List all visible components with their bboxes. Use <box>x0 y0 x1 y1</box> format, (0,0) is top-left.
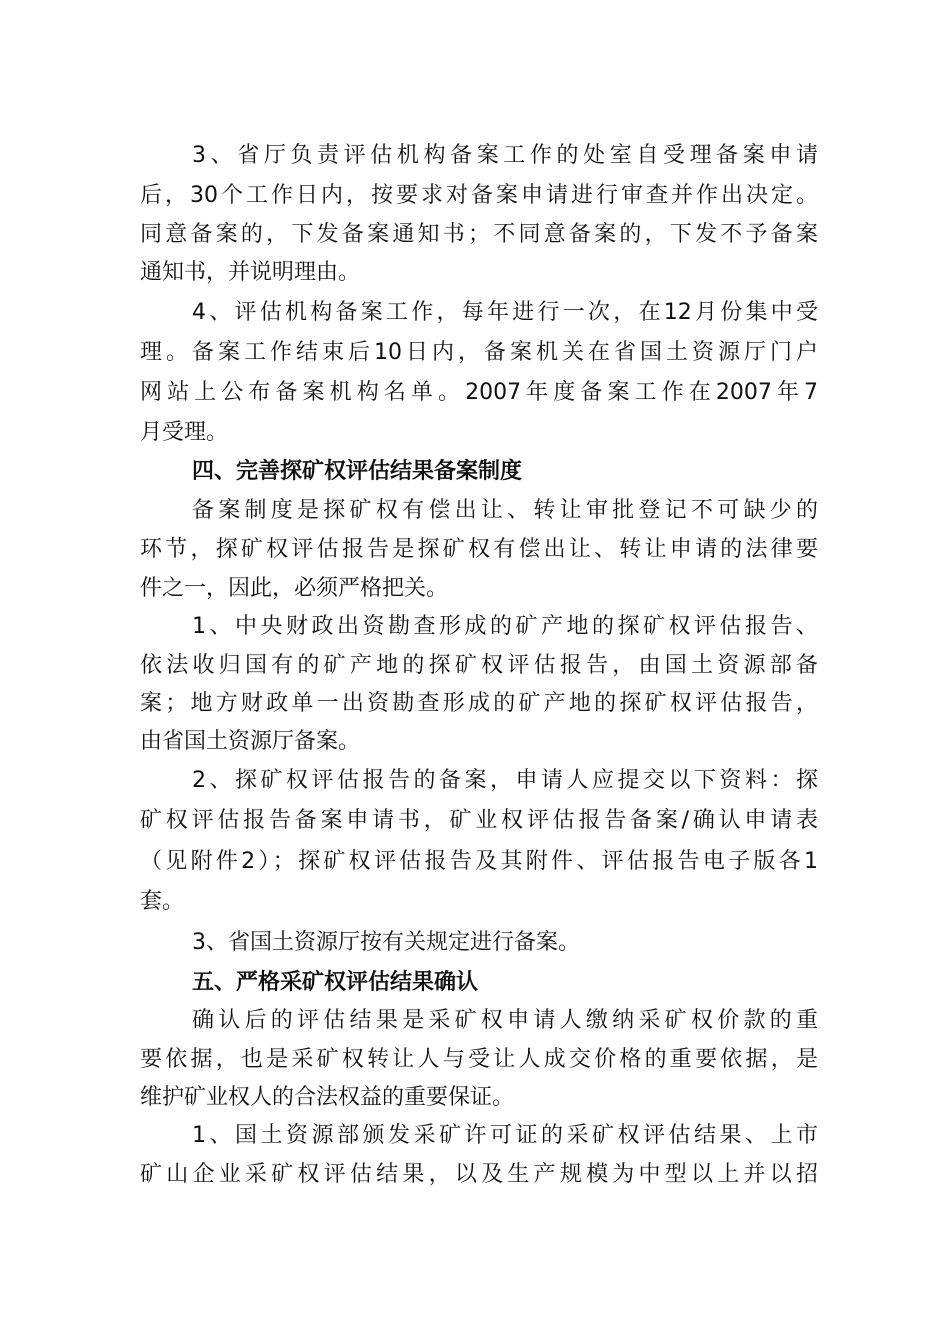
paragraph-line: 套。 <box>140 889 185 914</box>
paragraph-line: 确认后的评估结果是采矿权申请人缴纳采矿权价款的重 <box>192 1008 818 1033</box>
paragraph-line: 3、省国土资源厅按有关规定进行备案。 <box>192 930 580 955</box>
paragraph-line: 同意备案的，下发备案通知书；不同意备案的，下发不予备案 <box>140 222 818 247</box>
paragraph-line: 环节，探矿权评估报告是探矿权有偿出让、转让申请的法律要 <box>140 537 818 562</box>
paragraph-line: 1、国土资源部颁发采矿许可证的采矿权评估结果、上市 <box>192 1123 818 1148</box>
paragraph-line: 由省国土资源厅备案。 <box>140 729 361 754</box>
paragraph-line: 4、评估机构备案工作，每年进行一次，在12月份集中受 <box>192 300 818 325</box>
paragraph-line: 案；地方财政单一出资勘查形成的矿产地的探矿权评估报告， <box>140 691 818 716</box>
paragraph-line: 月受理。 <box>140 420 229 445</box>
paragraph-line: 网站上公布备案机构名单。2007年度备案工作在2007年7 <box>140 380 818 405</box>
paragraph-line: 依法收归国有的矿产地的探矿权评估报告，由国土资源部备 <box>140 653 818 678</box>
section-heading: 五、严格采矿权评估结果确认 <box>192 970 479 995</box>
paragraph-line: 矿山企业采矿权评估结果，以及生产规模为中型以上并以招 <box>140 1162 818 1187</box>
paragraph-line: 后，30个工作日内，按要求对备案申请进行审查并作出决定。 <box>140 183 818 208</box>
paragraph-line: 理。备案工作结束后10日内，备案机关在省国土资源厅门户 <box>140 340 818 365</box>
paragraph-line: （见附件2）；探矿权评估报告及其附件、评估报告电子版各1 <box>140 849 818 874</box>
paragraph-line: 2、探矿权评估报告的备案，申请人应提交以下资料：探 <box>192 768 818 793</box>
paragraph-line: 1、中央财政出资勘查形成的矿产地的探矿权评估报告、 <box>192 614 818 639</box>
paragraph-line: 备案制度是探矿权有偿出让、转让审批登记不可缺少的 <box>192 498 818 523</box>
paragraph-line: 矿权评估报告备案申请书，矿业权评估报告备案/确认申请表 <box>140 808 818 833</box>
paragraph-line: 件之一，因此，必须严格把关。 <box>140 576 449 601</box>
paragraph-line: 3、省厅负责评估机构备案工作的处室自受理备案申请 <box>192 143 818 168</box>
paragraph-line: 通知书，并说明理由。 <box>140 260 361 285</box>
section-heading: 四、完善探矿权评估结果备案制度 <box>192 459 523 484</box>
paragraph-line: 要依据，也是采矿权转让人与受让人成交价格的重要依据，是 <box>140 1047 818 1072</box>
paragraph-line: 维护矿业权人的合法权益的重要保证。 <box>140 1085 515 1110</box>
